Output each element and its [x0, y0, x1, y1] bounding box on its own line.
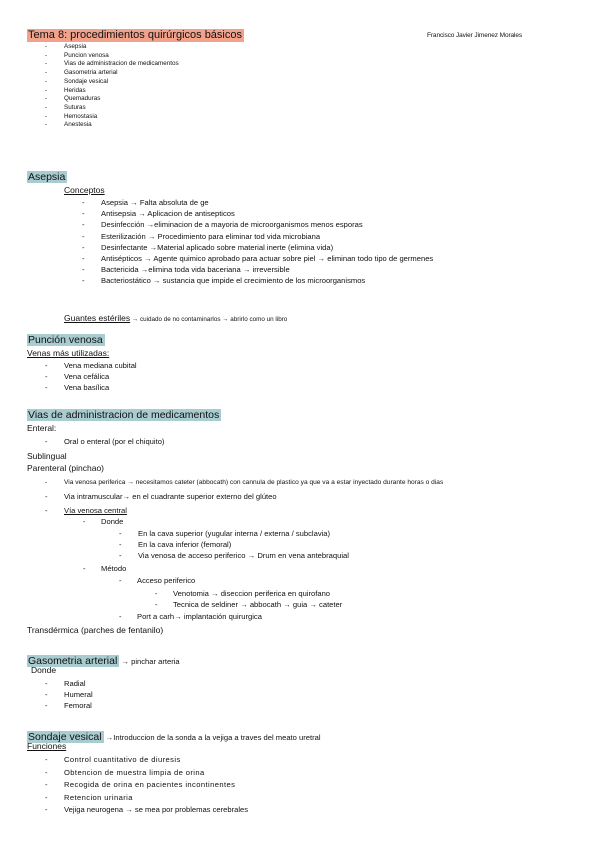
enteral-label: Enteral: [27, 423, 57, 433]
gasometria-suffix: → pinchar arteria [119, 657, 180, 666]
page-title: Tema 8: procedimientos quirúrgicos básicos [28, 29, 242, 41]
port-label: - Port a carh→ implantación quirurgica [119, 612, 262, 621]
section-heading-vias: Vias de administracion de medicamentos [28, 409, 220, 421]
sondaje-line [27, 727, 321, 745]
list-item: - Heridas [45, 86, 86, 94]
list-item: - Asepsia → Falta absoluta de ge [82, 198, 209, 207]
sondaje-suffix: →Introduccion de la sonda a la vejiga a traves del meato uretral [103, 733, 321, 742]
guantes-text: → cuidado de no contaminarlos → abrirlo como un libro [130, 316, 288, 323]
list-item: - Obtencion de muestra limpia de orina [45, 767, 205, 777]
list-item: - En la cava superior (yugular interna / externa / subclavia) [119, 529, 331, 538]
conceptos-title: Conceptos [64, 185, 105, 195]
venas-list [45, 360, 137, 394]
guantes-label: Guantes estériles [64, 313, 131, 323]
list-item: - Vena mediana cubital [45, 361, 137, 370]
section-heading-sondaje: Sondaje vesical [28, 731, 102, 743]
list-item: - Desinfectante →Material aplicado sobre material inerte (elimina vida) [82, 242, 334, 252]
list-item: - Via venosa periferica → necesitamos cateter (abbocath) con cannula de plastico ya que va a estar inyectado durante horas o dias [45, 479, 444, 486]
donde-list [119, 528, 349, 562]
list-item: - Vía venosa central [45, 506, 127, 515]
list-item: - Bactericida →elimina toda vida baceriana → irreversible [82, 265, 290, 275]
donde-label: - Donde [83, 517, 124, 526]
list-item: - Humeral [45, 690, 93, 700]
list-item: - Sondaje vesical [45, 77, 109, 85]
acceso-label: - Acceso periferico [119, 576, 196, 585]
list-item: - Radial [45, 679, 86, 688]
list-item: - Puncion venosa [45, 51, 109, 59]
section-heading-gasometria: Gasometria arterial [28, 655, 118, 667]
list-item: - Retencion urinaria [45, 792, 133, 802]
gasometria-list [45, 678, 93, 712]
topic-index [45, 43, 179, 130]
list-item: - Via intramuscular→ en el cuadrante superior externo del glúteo [45, 492, 277, 501]
list-item: - Recogida de orina en pacientes incontinentes [45, 780, 236, 790]
list-item: - Gasometria arterial [45, 69, 118, 77]
list-item: - Femoral [45, 701, 92, 711]
list-item: - Vejiga neurogena → se mea por problemas cerebrales [45, 805, 249, 815]
list-item: - Antisépticos → Agente quimico aprobado para actuar sobre piel → eliminan todo tipo de germenes [82, 254, 434, 264]
list-item: - Hemostasia [45, 112, 98, 120]
transdermica-label: Transdérmica (parches de fentanilo) [27, 625, 164, 635]
list-item: - Control cuantitativo de diuresis [45, 755, 181, 764]
conceptos-list [82, 197, 433, 287]
parenteral-label: Parenteral (pinchao) [27, 463, 105, 473]
list-item: - Vena cefálica [45, 372, 110, 382]
section-heading-puncion: Punción venosa [28, 334, 103, 346]
list-item: - Tecnica de seldiner → abbocath → guia → cateter [155, 600, 343, 610]
author-name: Francisco Javier Jimenez Morales [427, 32, 523, 39]
list-item: - Vias de administracion de medicamentos [45, 60, 179, 68]
parenteral-list [45, 476, 443, 518]
list-item: - Vena basílica [45, 383, 110, 393]
list-item: - Oral o enteral (por el chiquito) [45, 437, 165, 446]
list-item: - Bacteriostático → sustancia que impide el crecimiento de los microorganismos [82, 276, 366, 286]
funciones-list [45, 754, 248, 817]
list-item: - Venotomia → diseccion periferica en quirofano [155, 589, 331, 598]
list-item: - Antisepsia → Aplicacion de antisepticos [82, 209, 235, 219]
list-item: - Suturas [45, 103, 86, 111]
funciones-label: Funciones [27, 741, 67, 751]
list-item: - Via venosa de acceso periferico → Drum en vena antebraquial [119, 551, 349, 561]
list-item: - Esterilización → Procedimiento para eliminar tod vida microbiana [82, 231, 321, 241]
section-heading-asepsia: Asepsia [28, 171, 66, 183]
list-item: - Quemaduras [45, 95, 101, 103]
gaso-donde: Donde [31, 665, 57, 675]
list-item: - Desinfección →eliminacion de a mayoria de microorganismos menos esporas [82, 220, 363, 230]
list-item: - En la cava inferior (femoral) [119, 540, 232, 550]
venas-subtitle: Venas más utilizadas: [27, 348, 110, 358]
sublingual-label: Sublingual [27, 451, 67, 461]
acceso-list [155, 588, 342, 610]
list-item: - Asepsia [45, 43, 87, 50]
list-item: - Anestesia [45, 121, 92, 129]
enteral-list [45, 436, 164, 447]
guantes-line [64, 308, 287, 326]
metodo-label: - Método [83, 564, 127, 573]
